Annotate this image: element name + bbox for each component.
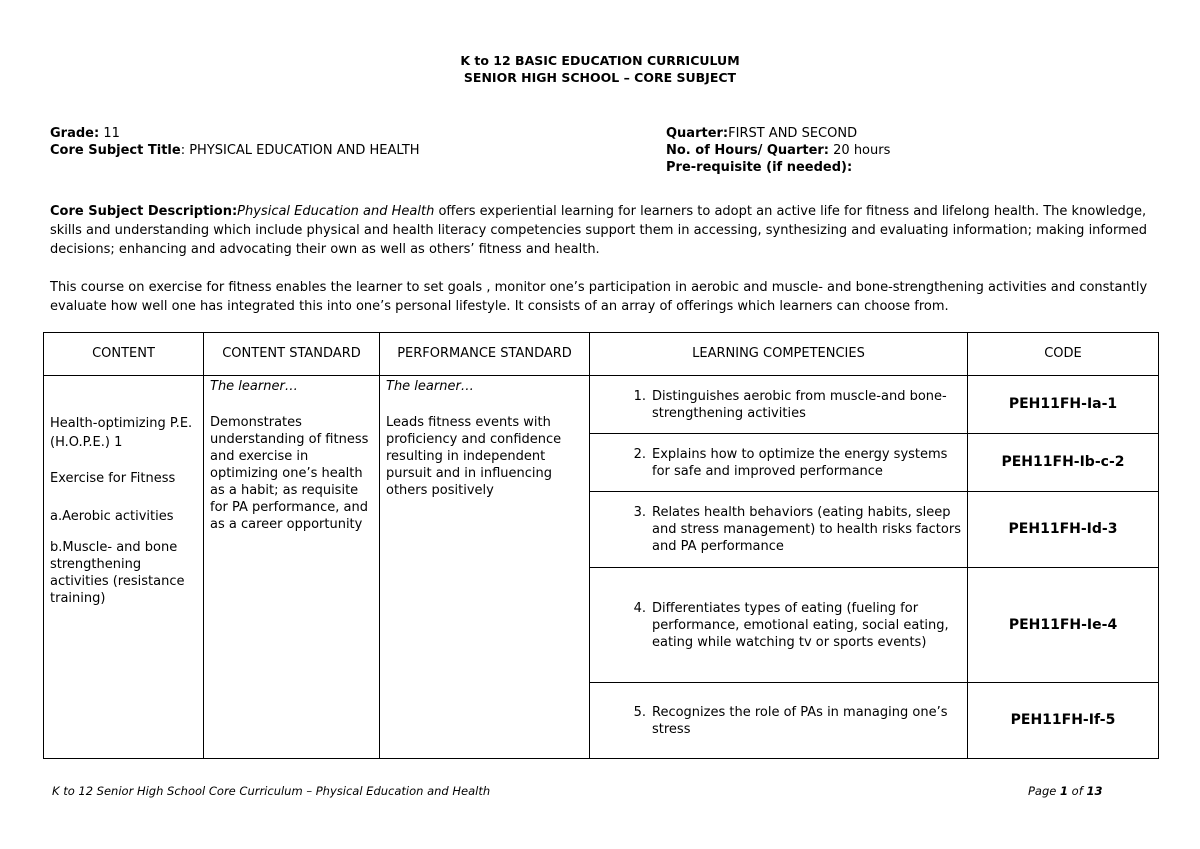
code-cell-3: PEH11FH-Id-3	[968, 492, 1159, 568]
description-paragraph-2: This course on exercise for fitness enables the learner to set goals , monitor one’s participation in aerobic and muscle- and bone-strengthening activities and constantly evaluate how well one has integrated this into one’s personal lifestyle. It consists of an array of offerings which learners can choose from.	[50, 280, 1148, 314]
curriculum-subtitle: SENIOR HIGH SCHOOL – CORE SUBJECT	[463, 70, 737, 85]
performance-standard-learner: The learner…	[386, 379, 474, 394]
quarter-value: FIRST AND SECOND	[728, 126, 858, 141]
content-standard-learner: The learner…	[210, 379, 298, 394]
performance-standard-text: Leads fitness events with proficiency and confidence resulting in independent pursuit and in influencing others positively	[386, 415, 562, 498]
subject-line	[50, 142, 420, 159]
header-content: CONTENT	[44, 333, 204, 376]
subject-value: : PHYSICAL EDUCATION AND HEALTH	[180, 143, 420, 158]
curriculum-table	[43, 332, 1159, 759]
competency-text: Explains how to optimize the energy systems for safe and improved performance	[652, 446, 948, 479]
competency-cell-3	[590, 492, 968, 568]
content-cell	[44, 376, 204, 759]
page-of: of	[1068, 784, 1087, 798]
subject-label: Core Subject Title	[50, 143, 181, 158]
subject-description	[50, 202, 1160, 335]
competency-text: Relates health behaviors (eating habits, sleep and stress management) to health risks factors and PA performance	[652, 505, 961, 554]
hours-label: No. of Hours/ Quarter:	[666, 143, 830, 158]
page-total: 13	[1086, 784, 1103, 798]
competency-number: 5.	[633, 704, 646, 720]
table-header-row	[44, 333, 1159, 376]
header-content-standard: CONTENT STANDARD	[204, 333, 380, 376]
meta-right	[666, 125, 890, 176]
page-current: 1	[1060, 784, 1069, 798]
header-code: CODE	[968, 333, 1159, 376]
grade-line	[50, 125, 420, 142]
competency-number: 3.	[633, 505, 646, 520]
header-performance-standard: PERFORMANCE STANDARD	[380, 333, 590, 376]
competency-number: 4.	[633, 600, 646, 616]
prerequisite-line	[666, 159, 890, 176]
code-cell-5: PEH11FH-If-5	[968, 683, 1159, 759]
meta-left	[50, 125, 420, 159]
hours-value: 20 hours	[829, 143, 891, 158]
competency-cell-2	[590, 434, 968, 492]
description-label: Core Subject Description:	[50, 204, 238, 219]
content-line-1: Health-optimizing P.E. (H.O.P.E.) 1	[50, 416, 193, 450]
content-standard-text: Demonstrates understanding of fitness and exercise in optimizing one’s health as a habit; as requisite for PA performance, and as a career opportunity	[210, 415, 369, 532]
content-standard-cell	[204, 376, 380, 759]
document-header	[0, 52, 1200, 86]
competency-text: Recognizes the role of PAs in managing one’s stress	[652, 704, 948, 737]
grade-value: 11	[99, 126, 120, 141]
competency-cell-5	[590, 683, 968, 759]
page-prefix: Page	[1028, 784, 1061, 798]
footer-title: K to 12 Senior High School Core Curriculum – Physical Education and Health	[52, 784, 491, 798]
code-cell-2: PEH11FH-Ib-c-2	[968, 434, 1159, 492]
code-cell-1: PEH11FH-Ia-1	[968, 376, 1159, 434]
description-title: Physical Education and Health	[237, 204, 435, 219]
prerequisite-label: Pre-requisite (if needed):	[666, 160, 853, 175]
quarter-label: Quarter:	[666, 126, 729, 141]
performance-standard-cell	[380, 376, 590, 759]
curriculum-title: K to 12 BASIC EDUCATION CURRICULUM	[460, 53, 740, 68]
competency-text: Differentiates types of eating (fueling for performance, emotional eating, social eating, eating while watching tv or sports events)	[652, 600, 949, 650]
competency-cell-1	[590, 376, 968, 434]
grade-label: Grade:	[50, 126, 100, 141]
hours-line	[666, 142, 890, 159]
competency-number: 1.	[633, 388, 646, 404]
competency-cell-4	[590, 568, 968, 683]
description-text: offers experiential learning for learners to adopt an active life for fitness and lifelong health. The knowledge, skills and understanding which include physical and health literacy competencies support them in accessing, synthesizing and evaluating information; making informed decisions; enhancing and advocating their own as well as others’ fitness and health.	[50, 204, 1147, 257]
description-paragraph-1	[50, 202, 1160, 259]
table-row	[44, 376, 1159, 434]
competency-number: 2.	[633, 446, 646, 462]
content-line-4: b.Muscle- and bone strengthening activities (resistance training)	[50, 540, 185, 606]
page-number	[1028, 784, 1102, 798]
header-learning-competencies: LEARNING COMPETENCIES	[590, 333, 968, 376]
code-cell-4: PEH11FH-Ie-4	[968, 568, 1159, 683]
content-line-3: a.Aerobic activities	[50, 509, 174, 524]
quarter-line	[666, 125, 890, 142]
content-line-2: Exercise for Fitness	[50, 471, 176, 486]
competency-text: Distinguishes aerobic from muscle-and bone-strengthening activities	[652, 388, 947, 421]
